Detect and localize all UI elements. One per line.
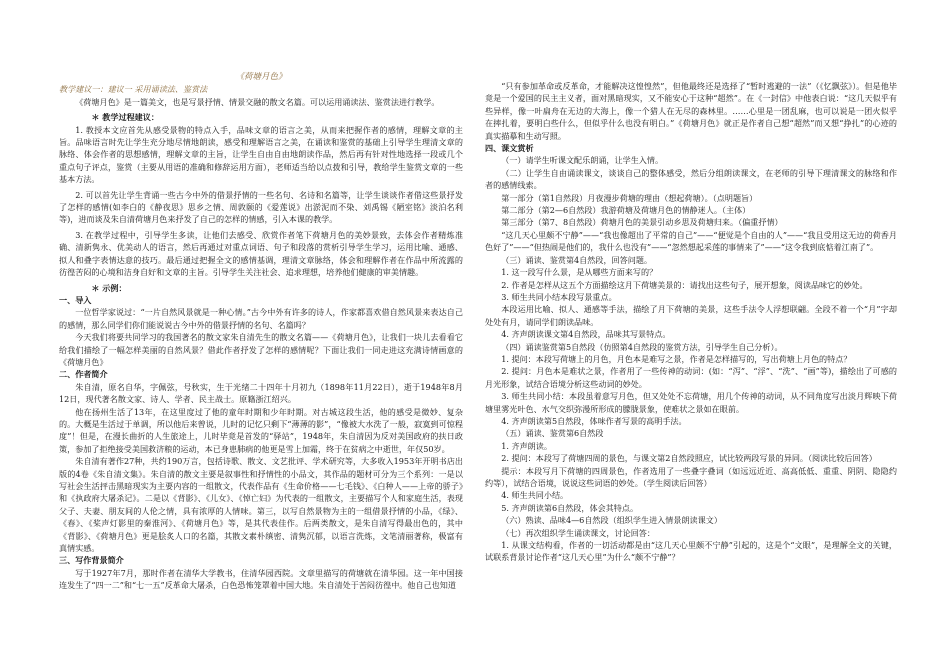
question-item: 3. 师生共同小结：本段虽着意写月色，但又处处不忘荷塘，用几个传神的动词，从不同角度写出淡月辉映下荷塘里雾光叶色、水气交织弥漫所形成的朦胧景象，使难状之景如在眼前。 [485, 391, 897, 414]
section-intro-text-2: 今天我们将要共同学习的我国著名的散文家朱自清先生的散文名篇——《荷塘月色》，让我们一块儿去看看它给我们描绘了一幅怎样美丽的自然风景？借此作者抒发了怎样的感情呢？下面让我们一同走进这充满诗情画意的《荷塘月色》 [59, 332, 463, 367]
section-author-text-2: 他在扬州生活了13年，在这里度过了他的童年时期和少年时期。对古城这段生活，他的感受是微妙、复杂的。大概是生活过于单调，所以他后来曾说，儿时的记忆只剩下“薄薄的影”，“像被大水洗了一般，寂寞到可惊程度”！但是，在漫长曲折的人生旅途上，儿时毕竟是首发的“驿站”，1948年，朱自清因为反对美国政府的扶日政策，参加了拒绝接受美国救济粮的运动，本已身患肺病的他更是雪上加霜，终于在贫病之中逝世，年仅50岁。 [59, 406, 463, 454]
left-column [59, 71, 463, 592]
document-title: 《荷塘月色》 [235, 72, 287, 82]
section-intro-text: 一位哲学家说过：“一片自然风景就是一种心情。”古今中外有许多的诗人，作家都喜欢借自然风景来表达自己的感情，那么同学们你们能说说古今中外的借景抒情的名句、名篇吗？ [59, 307, 463, 330]
appreciation-step-7: （七）再次组织学生诵读课文，讨论回答： [501, 527, 655, 538]
section-author-text: 朱自清，原名自华，字佩弦，号秋实，生于光绪二十四年十月初九（1898年11月22日），逝于1948年8月12日，现代著名散文家、诗人、学者、民主战士。原籍浙江绍兴。 [59, 381, 463, 405]
question-item: 2. 提问：本段写了荷塘四周的景色，与课文第2自然段照应，试比较两段写景的异同。（阅读比较后回答） [501, 453, 877, 464]
right-column [485, 80, 897, 564]
appreciation-step-5: （五）诵读、鉴赏第6自然段 [501, 428, 604, 439]
process-item-1: 1. 教授本文应首先从感受景物的特点入手，品味文章的语言之美，从而来把握作者的感情，理解文章的主旨。品味语言时先让学生充分地尽情地朗读，感受和理解语言之美，在诵读和鉴赏的基础上引导学生理清文章的脉络、体会作者的思想感情，理解文章的主旨，让学生自由自由地朗读作品，然后再有针对性地选择一段或几个重点句子评点，鉴赏（主要从用语的准确和修辞运用方面），老师适当给以点拨和引导，教给学生鉴赏文章的一些基本方法。 [59, 124, 463, 185]
emotion-thread: “这几天心里颇不宁静”——“我也像超出了平常的自己”——“便觉是个自由的人”——“我且受用这无边的荷香月色好了”——“但热闹是他们的，我什么也没有”——“忽然想起采莲的事情来了”——“这令我到底惦着江南了”。 [485, 229, 897, 253]
section-appreciation-heading: 四、课文赏析 [485, 143, 534, 154]
question-item: 5. 齐声朗读第6自然段，体会其特点。 [501, 502, 639, 513]
question-item: 1. 齐声朗读。 [501, 440, 552, 451]
appreciation-step-1: （一）请学生听课文配乐朗诵，让学生入情。 [501, 155, 664, 166]
section-author-heading: 二、作者简介 [59, 369, 108, 380]
discussion-question: 1. 从课文结构看，作者的一切活动都是由“这几天心里颇不宁静”引起的，这是个“文眼”，是理解全文的关键，试联系背景讨论作者“这几天心里”为什么“颇不宁静”？ [485, 540, 897, 563]
process-heading: ＊ 教学过程建议： [91, 112, 159, 123]
appreciation-step-6: （六）熟读、品味4—6自然段（组织学生进入情景朗读课文） [501, 515, 722, 526]
process-item-3: 3. 在教学过程中，引导学生多读，让他们去感受、欣赏作者笔下荷塘月色的美妙景致，去体会作者精炼准确、清新隽永、优美动人的语言，然后再通过对重点词语、句子和段落的赏析引导学生学习，运用比喻、通感、拟人和叠字表情达意的技巧。最后通过把握全文的感情基调，理清文章脉络，体会和理解作者在作品中所流露的彷徨苦闷的心境和洁身自好和文章的主旨。引导学生关注社会、追求理想，培养他们健康的审美情趣。 [59, 229, 463, 278]
section-author-text-3: 朱自清有著作27种，共约190万言，包括诗歌、散文、文艺批评、学术研究等，大多收入1953年开明书店出版的4卷《朱自清文集》。朱自清的散文主要是叙事性和抒情性的小品文，其作品的题材可分为三个系列：一是以写社会生活抨击黑暗现实为主要内容的一组散文，代表作品有《生命价格——七毛钱》、《白种人——上帝的骄子》和《执政府大屠杀记》。二是以《背影》、《儿女》、《悼亡妇》为代表的一组散文，主要描写个人和家庭生活，表现父子、夫妻、朋友间的人伦之情，具有浓厚的人情味。第三，以写自然景物为主的一组借景抒情的小品，《绿》、《春》、《桨声灯影里的秦淮河》、《荷塘月色》等，是其代表佳作。后两类散文，是朱自清写得最出色的，其中《背影》、《荷塘月色》更是脍炙人口的名篇，其散文素朴缜密、清隽沉郁，以语言洗炼，文笔清丽著称，极富有真情实感。 [59, 456, 463, 554]
section-background-text: 写于1927年7月，那时作者在清华大学教书，住清华园西院。文章里描写的荷塘就在清华园。这一年中国接连发生了“四一二”和“七一五”反革命大屠杀，白色恐怖笼罩着中国大地。朱自清处于苦闷彷徨中。他自己也知道 [59, 567, 463, 591]
appreciation-step-2: （二）让学生自由诵读课文，谈谈自己的整体感受，然后分组朗读课文，在老师的引导下理清课文的脉络和作者的感情线索。 [485, 167, 897, 191]
question-item: 1. 提问：本段写荷塘上的月色，月色本是难写之景，作者是怎样描写的，写出荷塘上月色的特点？ [501, 353, 852, 364]
summary-text: 本段运用比喻、拟人、通感等手法，描绘了月下荷塘的美景，这些手法令人浮想联翩。全段不着一个“月”字却处处有月，请同学们朗读品味。 [485, 304, 897, 327]
appreciation-step-4: （四）诵读鉴赏第5自然段（仿照第4自然段的鉴赏方法，引导学生自己分析）。 [501, 341, 783, 352]
question-item: 1. 这一段写什么景，是从哪些方面来写的？ [501, 267, 658, 278]
structure-part-3: 第三部分（第7、8自然段）荷塘月色的美景引动乡思及荷塘归来。（偏重抒情） [501, 217, 783, 228]
example-heading: ＊ 示例： [91, 282, 127, 293]
question-item: 4. 齐声朗读第5自然段，体味作者写景的高明手法。 [501, 415, 687, 426]
question-item: 2. 作者是怎样从这五个方面描绘这月下荷塘美景的：请找出这些句子，展开想象，阅读品味它的妙处。 [501, 279, 868, 290]
section-intro-heading: 一、导入 [59, 294, 92, 305]
appreciation-step-3: （三）诵读、鉴赏第4自然段，回答问题。 [501, 254, 653, 265]
structure-part-1: 第一部分（第1自然段）月夜漫步荷塘的理由（想起荷塘）。（点明题旨） [501, 192, 758, 203]
question-item: 2. 提问：月色本是难状之景，作者用了一些传神的动词：(如：“泻”、“浮”、“洗”、“画”等)，描绘出了可感的月光形象，试结合语境分析这些动词的妙处。 [485, 366, 897, 389]
hint-text: 提示：本段写月下荷塘的四周景色，作者选用了一些叠字叠词（如远远近近、高高低低、重重、阴阴、隐隐约约等），试结合语境，说说这些词语的妙处。（学生阅读后回答） [485, 465, 897, 488]
question-item: 4. 齐声朗读课文第4自然段，品味其写景特点。 [501, 329, 671, 340]
process-item-2: 2. 可以首先让学生背诵一些古今中外的借景抒情的一些名句、名诗和名篇等，让学生谈谈作者借这些景抒发了怎样的感情(如李白的《静夜思》思乡之情、周敦颐的《爱莲说》出淤泥而不染、刘禹锡《陋室铭》淡泊名利等)，进而谈及朱自清荷塘月色来抒发了自己的怎样的情感，引入本课的教学。 [59, 189, 463, 225]
teaching-suggestion-subtitle: 教学建议一：建议一 采用诵读法、鉴赏法 [59, 84, 208, 95]
background-continued: “只有参加革命或反革命，才能解决这惶惶然”，但他最终还是选择了“暂时逃避的一法”（《忆飘弦》）。但是他毕竟是一个爱国的民主主义者，面对黑暗现实，又不能安心于这种“超然”。在《一封信》中他表白说：“这几天似乎有些异样，像一叶扁舟在无边的大海上，像一个猎人在无尽的森林里。……心里是一团乱麻，也可以说是一团火似乎在摔扎着，要明白些什么，但似乎什么也没有明白。”《荷塘月色》就正是作者自己想“超然”而又想“挣扎”的心迹的真实描摹和生动写照。 [485, 81, 897, 141]
structure-part-2: 第二部分（第2—6自然段）我游荷塘及荷塘月色的情静迷人。（主体） [501, 205, 751, 216]
question-item: 3. 师生共同小结本段写景重点。 [501, 291, 617, 302]
intro-paragraph: 《荷塘月色》是一篇美文，也是写景抒情、情景交融的散文名篇。可以运用诵读法、鉴赏法进行教学。 [75, 96, 440, 107]
section-background-heading: 三、写作背景简介 [59, 555, 124, 566]
question-item: 4. 师生共同小结。 [501, 490, 569, 501]
